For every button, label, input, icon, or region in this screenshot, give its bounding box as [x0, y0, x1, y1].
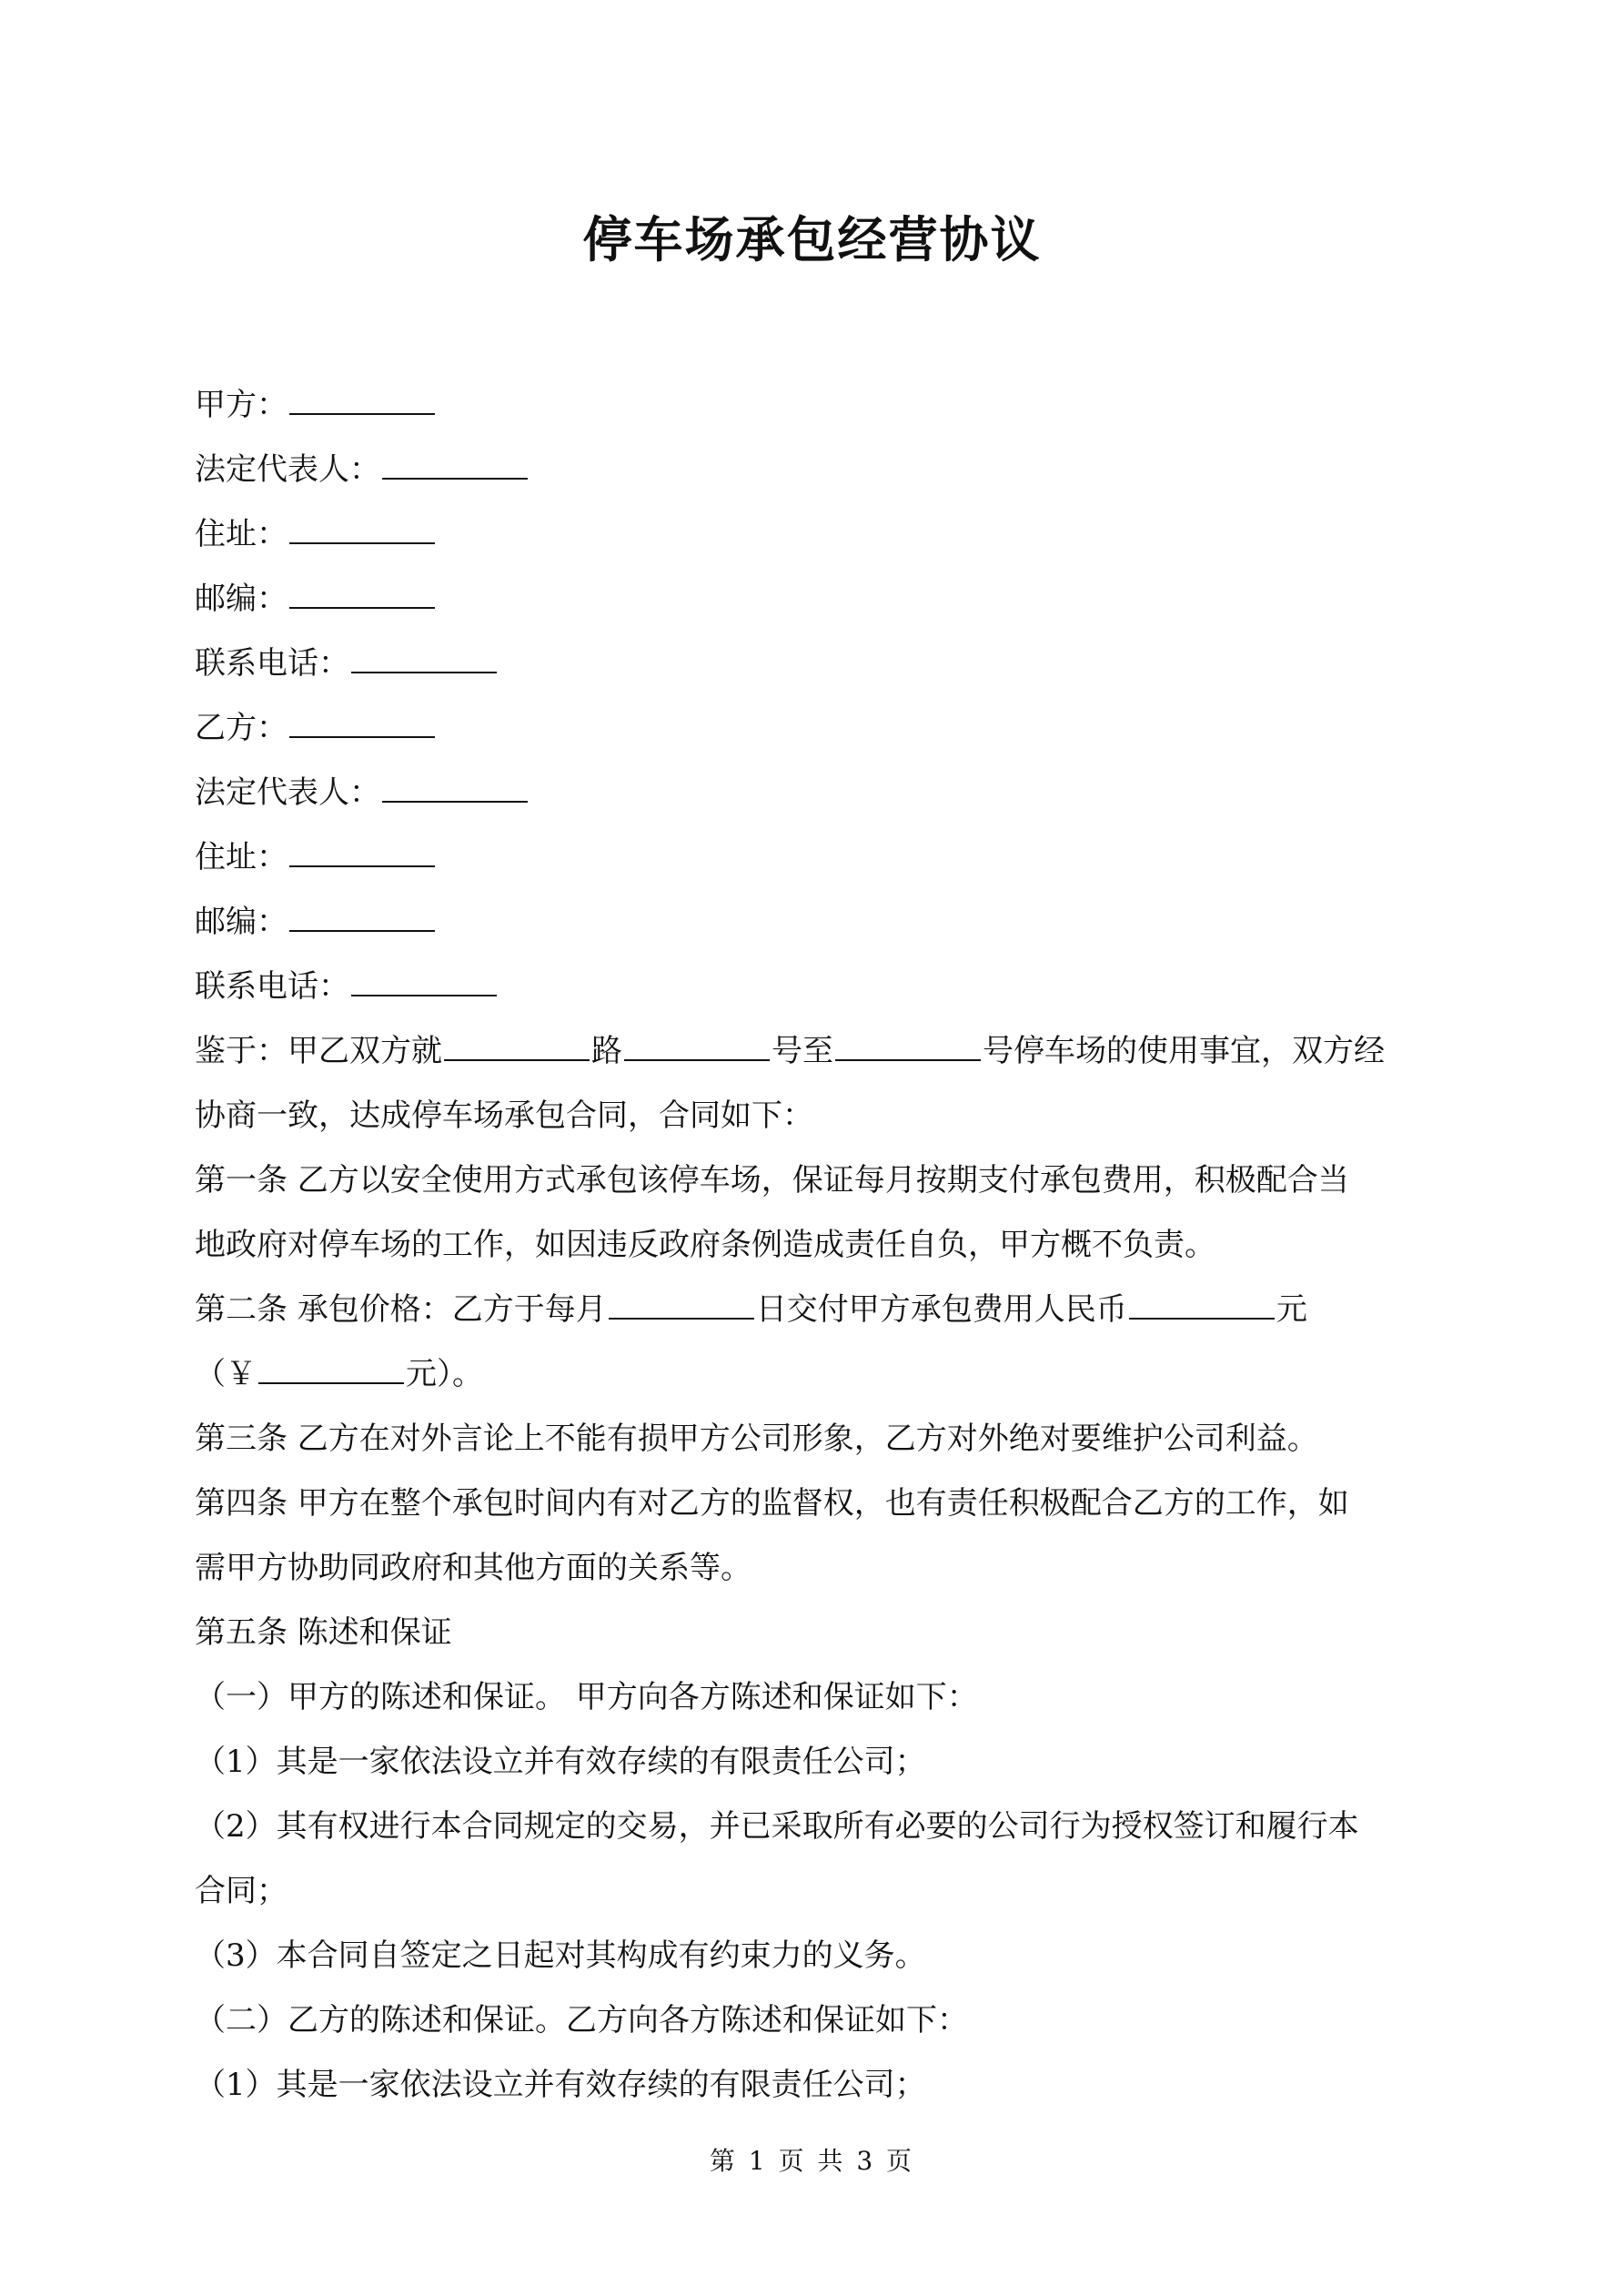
blank-line: [289, 515, 435, 544]
article-5-a-item-2-line-2: 合同；: [195, 1873, 287, 1909]
article-4-line-2: 需甲方协助同政府和其他方面的关系等。: [195, 1550, 751, 1586]
field-party-b-address: 住址：: [195, 825, 1441, 890]
field-party-b: 乙方：: [195, 696, 1441, 761]
field-party-a: 甲方：: [195, 373, 1441, 438]
recital-line-1: 鉴于：甲乙双方就 路 号至 号停车场的使用事宜，双方经: [195, 1033, 1385, 1069]
article-5-a-item-1: （1）其是一家依法设立并有效存续的有限责任公司；: [195, 1744, 926, 1780]
blank-line: [289, 580, 435, 609]
article-5-b-heading: （二）乙方的陈述和保证。乙方向各方陈述和保证如下：: [195, 2002, 968, 2038]
article-2-line-1: 第二条 承包价格：乙方于每月 日交付甲方承包费用人民币 元: [195, 1291, 1307, 1328]
blank-line: [351, 644, 497, 673]
blank-line: [609, 1290, 754, 1320]
article-5-a-item-2-line-1: （2）其有权进行本合同规定的交易，并已采取所有必要的公司行为授权签订和履行本: [195, 1808, 1359, 1845]
blank-line: [289, 709, 435, 738]
article-5-a-heading: （一）甲方的陈述和保证。 甲方向各方陈述和保证如下：: [195, 1679, 978, 1715]
article-4-line-1: 第四条 甲方在整个承包时间内有对乙方的监督权，也有责任积极配合乙方的工作，如: [195, 1485, 1349, 1522]
article-5-b-item-1: （1）其是一家依法设立并有效存续的有限责任公司；: [195, 2067, 926, 2103]
field-party-b-postcode: 邮编：: [195, 890, 1441, 955]
blank-line: [1129, 1290, 1275, 1320]
blank-line: [382, 774, 528, 803]
field-party-b-phone: 联系电话：: [195, 955, 1441, 1019]
blank-line: [382, 450, 528, 480]
field-party-b-representative: 法定代表人：: [195, 761, 1441, 825]
article-1-line-1: 第一条 乙方以安全使用方式承包该停车场，保证每月按期支付承包费用，积极配合当: [195, 1162, 1349, 1199]
article-2-line-2: （￥ 元）。: [195, 1356, 483, 1392]
blank-line: [258, 1355, 404, 1384]
blank-line: [289, 386, 435, 415]
page-footer: 第 1 页 共 3 页: [709, 2146, 915, 2176]
field-party-a-postcode: 邮编：: [195, 567, 1441, 632]
article-5-heading: 第五条 陈述和保证: [195, 1614, 452, 1651]
blank-line: [444, 1032, 590, 1061]
document-body: [195, 373, 1441, 2118]
field-party-a-phone: 联系电话：: [195, 632, 1441, 696]
article-1-line-2: 地政府对停车场的工作，如因违反政府条例造成责任自负，甲方概不负责。: [195, 1227, 1215, 1263]
blank-line: [835, 1032, 981, 1061]
recital-line-2: 协商一致，达成停车场承包合同，合同如下：: [195, 1097, 813, 1134]
blank-line: [289, 903, 435, 932]
document-title: 停车场承包经营协议: [582, 210, 1042, 268]
blank-line: [624, 1032, 770, 1061]
article-3: 第三条 乙方在对外言论上不能有损甲方公司形象，乙方对外绝对要维护公司利益。: [195, 1421, 1318, 1457]
field-party-a-representative: 法定代表人：: [195, 438, 1441, 502]
blank-line: [351, 967, 497, 996]
article-5-a-item-3: （3）本合同自签定之日起对其构成有约束力的义务。: [195, 1937, 926, 1974]
field-party-a-address: 住址：: [195, 502, 1441, 567]
blank-line: [289, 838, 435, 867]
